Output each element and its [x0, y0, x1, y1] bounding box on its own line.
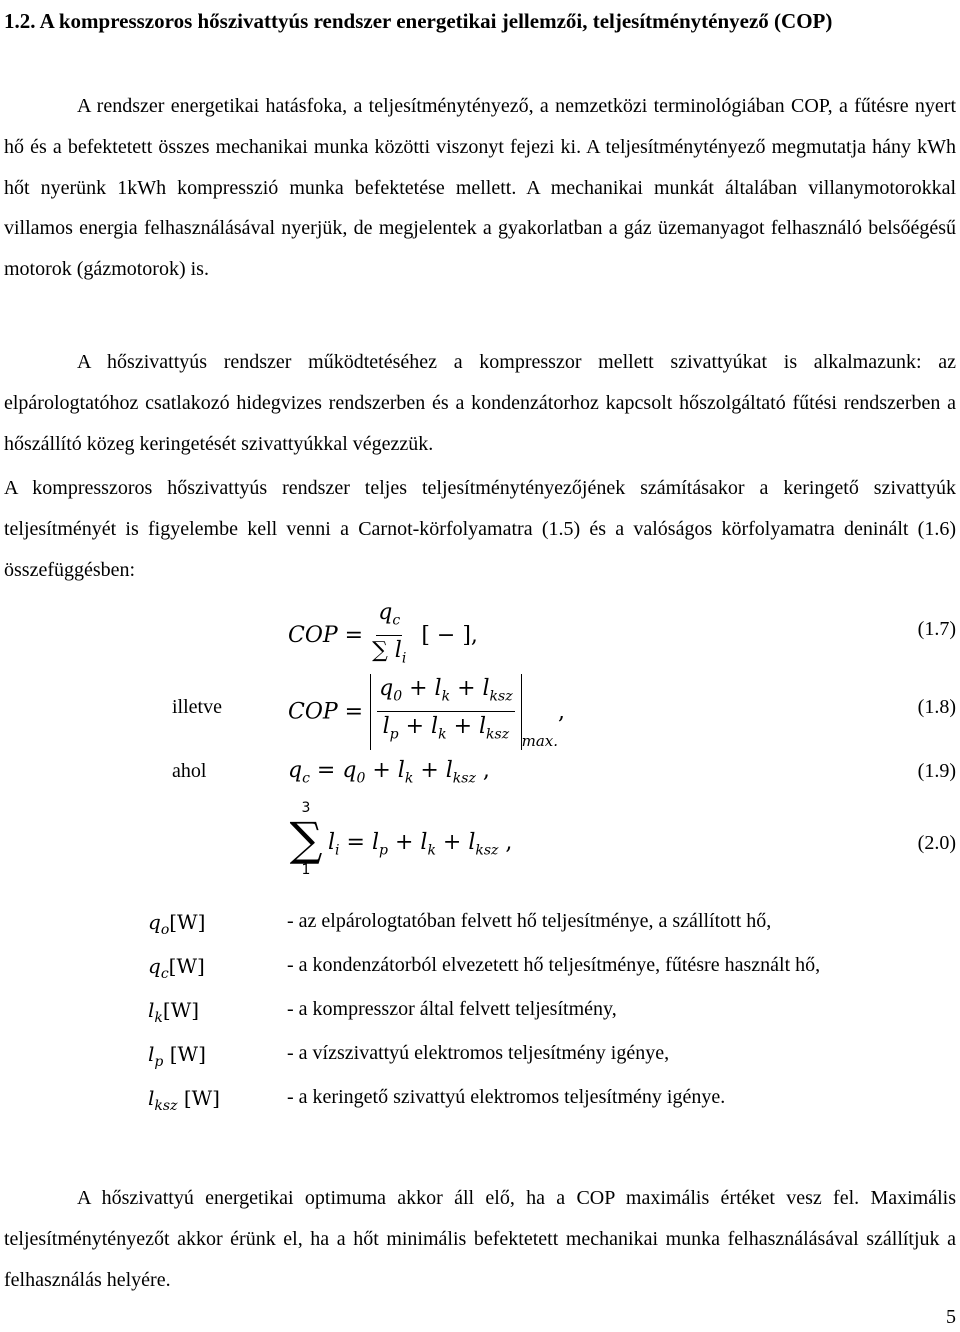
equation-1-8: COP = $\frac{q_0 + l_k + l_{ksz}}{l_p + l_k + l_{ksz}}$ $_{max.}$, [288, 676, 565, 750]
definition-symbol: $q_o[W]$ [148, 910, 206, 938]
definition-text: - az elpárologtatóban felvett hő teljesítménye, a szállított hő, [287, 910, 772, 932]
definition-text: - a kondenzátorból elvezetett hő teljesítménye, fűtésre használt hő, [287, 954, 821, 976]
equation-1-7-fraction: $\frac{q_c}{\sum l_i}$ [372, 600, 407, 667]
definition-text: - a keringető szivattyú elektromos teljesítmény igénye. [287, 1086, 726, 1108]
equation-2-0-number: (2.0) [917, 832, 956, 854]
equation-1-9-label: ahol [172, 760, 207, 782]
definition-row [148, 954, 956, 994]
definition-row [148, 910, 956, 950]
definition-text: - a kompresszor által felvett teljesítmény, [287, 998, 617, 1020]
section-heading: 1.2. A kompresszoros hőszivattyús rendszer energetikai jellemzői, teljesítménytényező (COP) [4, 9, 833, 33]
equation-1-9: $q_c = q_0 + l_k + l_{ksz}$ , [288, 758, 490, 787]
sum-upper-limit: 3 [301, 800, 311, 816]
equation-1-8-label: illetve [172, 696, 222, 718]
definition-symbol: $l_k[W]$ [148, 998, 200, 1026]
equation-1-7-number: (1.7) [917, 618, 956, 640]
sum-symbol: ∑ [289, 812, 323, 866]
equation-1-9-number: (1.9) [917, 760, 956, 782]
definition-row [148, 1086, 956, 1126]
definition-text: - a vízszivattyú elektromos teljesítmény igénye, [287, 1042, 670, 1064]
paragraph-pumps: A hőszivattyús rendszer működtetéséhez a kompresszor mellett szivattyúkat is alkalmazunk: az elpárologtatóhoz csatlakozó hidegvizes rendszerben és a kondenzátorhoz kapcsolt hőszolgáltató fűtési rendszerben a hőszállító közeg keringetését szivattyúkkal végezzük. [4, 351, 956, 455]
paragraph-total-cop: A kompresszoros hőszivattyús rendszer teljes teljesítménytényezőjének számításakor a keringető szivattyúk teljesítményét is figyelembe kell venni a Carnot-körfolyamatra (1.5) és a valóságos körfolyamatra deninált (1.6) összefüggésben: [4, 477, 956, 581]
definition-symbol: $l_{ksz}$ [W] [148, 1086, 220, 1114]
equation-1-8-number: (1.8) [917, 696, 956, 718]
equation-1-8-fraction: $\frac{q_0 + l_k + l_{ksz}}{l_p + l_k + l_{ksz}}$ [379, 676, 513, 743]
page-number: 5 [946, 1306, 956, 1328]
definition-symbol: $l_p$ [W] [148, 1042, 206, 1070]
paragraph-cop-definition: A rendszer energetikai hatásfoka, a teljesítménytényező, a nemzetközi terminológiában COP, a fűtésre nyert hő és a befektetett összes mechanikai munka közötti viszonyt fejezi ki. A teljesítménytényező megmutatja hány kWh hőt nyerünk 1kWh kompresszió munka befektetése mellett. A mechanikai munkát általában villanymotorokkal villamos energia felhasználásával nyerjük, de megjelentek a gyakorlatban a gáz üzemanyagot felhasználó belsőégésű motorok (gázmotorok) is. [4, 95, 956, 281]
paragraph-optimum: A hőszivattyú energetikai optimuma akkor áll elő, ha a COP maximális értéket vesz fel. Maximális teljesítménytényezőt akkor érünk el, ha a hőt minimális befektetett mechanikai munka felhasználásával szállítjuk a felhasználás helyére. [4, 1187, 956, 1291]
equation-1-7: COP = $\frac{q_c}{\sum l_i}$ [ − ], [288, 598, 478, 674]
definition-symbol: $q_c[W]$ [148, 954, 205, 982]
definition-row [148, 998, 956, 1038]
sum-lower-limit: 1 [301, 862, 311, 878]
equation-2-0: $l_i = l_p + l_k + l_{ksz}$ , [328, 830, 513, 859]
equation-2-0-sum [286, 800, 326, 878]
definition-row [148, 1042, 956, 1082]
